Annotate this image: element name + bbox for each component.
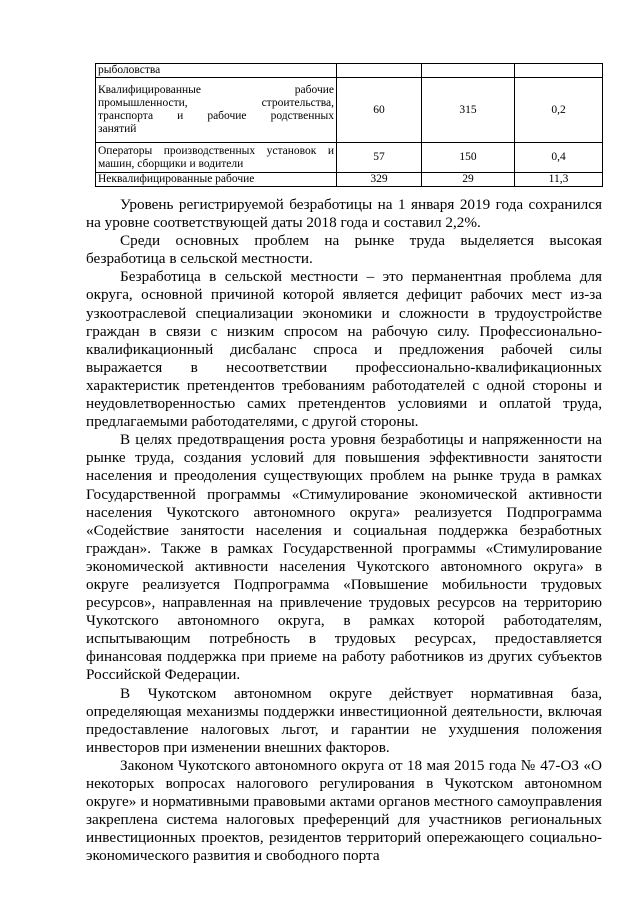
table-cell: 11,3 [515,173,603,187]
table-cell: 0,2 [515,78,603,143]
paragraph: Среди основных проблем на рынке труда выделяется высокая безработица в сельской местности. [86,232,602,268]
label-line: машин, сборщики и водители [98,157,244,170]
table-cell: 329 [337,173,422,187]
table-cell: 57 [337,143,422,173]
body-text [86,196,602,865]
label-line: занятий [98,123,137,135]
table-cell-label: Неквалифицированные рабочие [96,173,337,187]
table-cell: 150 [422,143,515,173]
paragraph: Безработица в сельской местности – это перманентная проблема для округа, основной причиной которой является дефицит рабочих мест из-за узкоотраслевой специализации экономики и сложности в трудоустройстве граждан в связи с низким спросом на рабочую силу. Профессионально-квалификационный дисбаланс спроса и предложения рабочей силы выражается в несоответствии профессионально-квалификационных характеристик претендентов требованиям работодателей с одной стороны и неудовлетворенностью самих претендентов условиями и оплатой труда, предлагаемыми работодателями, с другой стороны. [86,268,602,431]
table-cell-label: рыболовства [96,64,337,78]
table-cell: 0,4 [515,143,603,173]
table-row [96,143,603,173]
table-cell: 315 [422,78,515,143]
table-cell [515,64,603,78]
label-line: транспорта и рабочие родственных [98,110,334,122]
paragraph: В целях предотвращения роста уровня безработицы и напряженности на рынке труда, создания условий для повышения эффективности занятости населения и преодоления существующих проблем на рынке труда в рамках Государственной программы «Стимулирование экономической активности населения Чукотского автономного округа» реализуется Подпрограмма «Содействие занятости населения и социальная поддержка безработных граждан». Также в рамках Государственной программы «Стимулирование экономической активности населения Чукотского автономного округа» в округе реализуется Подпрограмма «Повышение мобильности трудовых ресурсов», направленная на привлечение трудовых ресурсов на территорию Чукотского автономного округа, в рамках которой работодателям, испытывающим потребность в трудовых ресурсах, предоставляется финансовая поддержка при приеме на работу работников из других субъектов Российской Федерации. [86,431,602,684]
table-cell-label [96,78,337,143]
table-row [96,64,603,78]
label-line: Квалифицированные рабочие [98,84,334,96]
paragraph: В Чукотском автономном округе действует нормативная база, определяющая механизмы поддержки инвестиционной деятельности, включая предоставление налоговых льгот, и гарантии не ухудшения положения инвесторов при изменении внешних факторов. [86,684,602,756]
label-line: Операторы производственных установок и [98,144,334,157]
table-row [96,78,603,143]
paragraph: Уровень регистрируемой безработицы на 1 января 2019 года сохранился на уровне соответствующей даты 2018 года и составил 2,2%. [86,196,602,232]
table-cell-label [96,143,337,173]
label-line: промышленности, строительства, [98,97,334,109]
unemployment-table [95,63,603,187]
table-cell [422,64,515,78]
table-cell: 29 [422,173,515,187]
table-cell [337,64,422,78]
paragraph: Законом Чукотского автономного округа от 18 мая 2015 года № 47-ОЗ «О некоторых вопросах налогового регулирования в Чукотском автономном округе» и нормативными правовыми актами органов местного самоуправления закреплена система налоговых преференций для участников региональных инвестиционных проектов, резидентов территорий опережающего социально-экономического развития и свободного порта [86,756,602,865]
table-row [96,173,603,187]
table-cell: 60 [337,78,422,143]
